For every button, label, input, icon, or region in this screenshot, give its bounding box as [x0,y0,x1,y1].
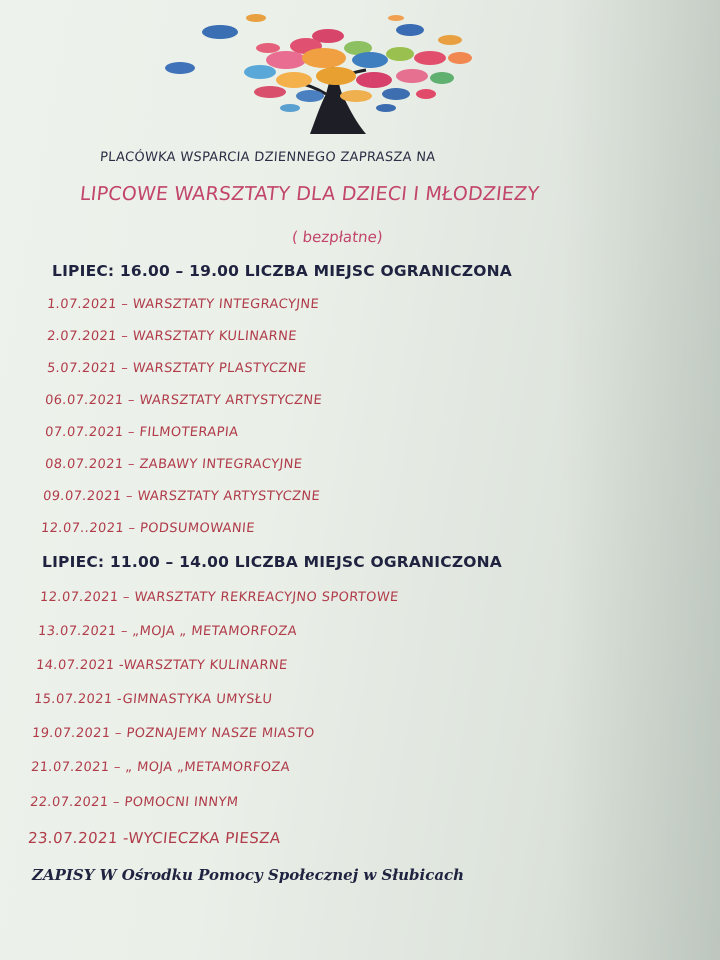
intro-text: PLACÓWKA WSPARCIA DZIENNEGO ZAPRASZA NA [99,150,436,165]
list-item: 12.07..2021 – PODSUMOWANIE [40,521,256,536]
list-item: 09.07.2021 – WARSZTATY ARTYSTYCZNE [42,489,321,504]
balloon-tree-icon [160,10,500,135]
list-item: 12.07.2021 – WARSZTATY REKREACYJNO SPORTOWE [39,590,400,605]
page-title: LIPCOWE WARSZTATY DLA DZIECI I MŁODZIEZY [78,183,541,205]
list-item: 5.07.2021 – WARSZTATY PLASTYCZNE [46,361,308,376]
list-item: 06.07.2021 – WARSZTATY ARTYSTYCZNE [44,393,323,408]
list-item: 07.07.2021 – FILMOTERAPIA [44,425,239,440]
list-item: 14.07.2021 -WARSZTATY KULINARNE [35,658,289,673]
list-item: 22.07.2021 – POMOCNI INNYM [29,795,239,810]
list-item: 19.07.2021 – POZNAJEMY NASZE MIASTO [31,726,316,741]
footer-registration: ZAPISY W Ośrodku Pomocy Społecznej w Słubicach [32,866,465,884]
list-item: 13.07.2021 – „MOJA „ METAMORFOZA [37,624,298,639]
session-1-heading: LIPIEC: 16.00 – 19.00 LICZBA MIEJSC OGRANICZONA [52,262,512,280]
list-item: 2.07.2021 – WARSZTATY KULINARNE [46,329,298,344]
session-2-heading: LIPIEC: 11.00 – 14.00 LICZBA MIEJSC OGRANICZONA [42,553,502,571]
subtitle: ( bezpłatne) [291,228,384,246]
list-item: 21.07.2021 – „ MOJA „METAMORFOZA [30,760,291,775]
list-item: 15.07.2021 -GIMNASTYKA UMYSŁU [33,692,273,707]
list-item: 08.07.2021 – ZABAWY INTEGRACYJNE [44,457,303,472]
list-item: 1.07.2021 – WARSZTATY INTEGRACYJNE [46,297,320,312]
list-item: 23.07.2021 -WYCIECZKA PIESZA [27,829,282,847]
